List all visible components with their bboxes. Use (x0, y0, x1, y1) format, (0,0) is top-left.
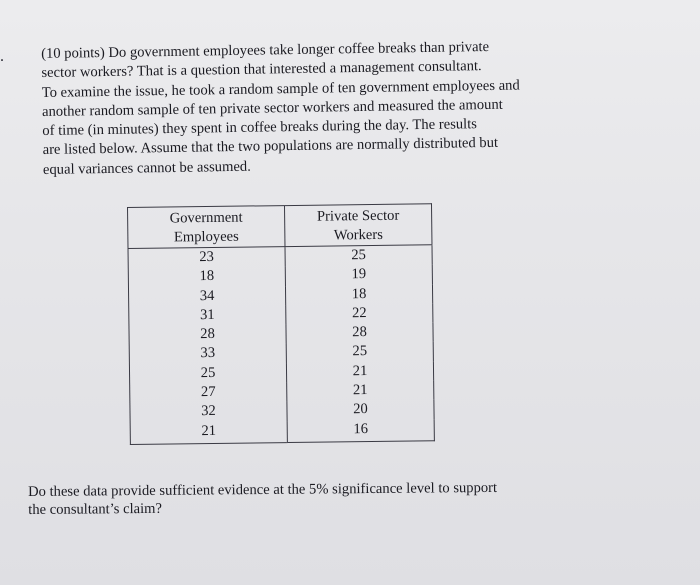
header-line: Private Sector (316, 207, 400, 225)
private-value: 28 (352, 324, 367, 341)
followup-question (28, 478, 588, 519)
government-value: 31 (129, 305, 286, 326)
government-value: 33 (129, 344, 286, 365)
question-line: equal variances cannot be assumed. (42, 158, 251, 178)
private-value: 25 (351, 247, 366, 264)
private-value: 25 (352, 343, 368, 360)
private-value: 18 (351, 285, 367, 302)
private-value: 21 (352, 382, 368, 399)
header-private-sector-workers (284, 204, 431, 247)
data-table-container (127, 203, 435, 445)
question-line: another random sample of ten private sector workers and measured the amount (41, 96, 503, 120)
private-value: 19 (351, 266, 367, 283)
government-value: 23 (128, 247, 285, 269)
followup-line: Do these data provide sufficient evidence at the 5% significance level to support (28, 479, 498, 500)
government-value: 21 (130, 421, 287, 445)
government-value: 25 (129, 363, 286, 384)
followup-line: the consultant’s claim? (28, 500, 163, 518)
question-line: (10 points) Do government employees take longer coffee breaks than private (41, 38, 490, 62)
question-line: of time (in minutes) they spent in coffee breaks during the day. The results (42, 116, 478, 140)
header-government-employees (128, 206, 285, 249)
private-value: 21 (352, 362, 368, 380)
question-text (41, 36, 603, 180)
table-row (130, 419, 434, 445)
government-value: 32 (130, 401, 287, 422)
private-value: 22 (351, 304, 367, 322)
question-number: . (0, 48, 4, 65)
header-line: Employees (173, 228, 239, 246)
question-line: are listed below. Assume that the two populations are normally distributed but (42, 135, 499, 159)
government-value: 28 (129, 324, 286, 345)
government-value: 18 (128, 266, 285, 287)
private-value: 16 (353, 420, 369, 437)
question-line: sector workers? That is a question that interested a management consultant. (41, 58, 482, 82)
government-value: 27 (130, 382, 287, 403)
coffee-break-table (127, 203, 435, 445)
government-value: 34 (128, 286, 285, 307)
private-value: 20 (353, 401, 368, 418)
question-line: To examine the issue, he took a random sample of ten government employees and (41, 77, 520, 101)
table-header-row (128, 204, 432, 249)
header-line: Government (169, 209, 243, 227)
header-line: Workers (333, 226, 383, 244)
